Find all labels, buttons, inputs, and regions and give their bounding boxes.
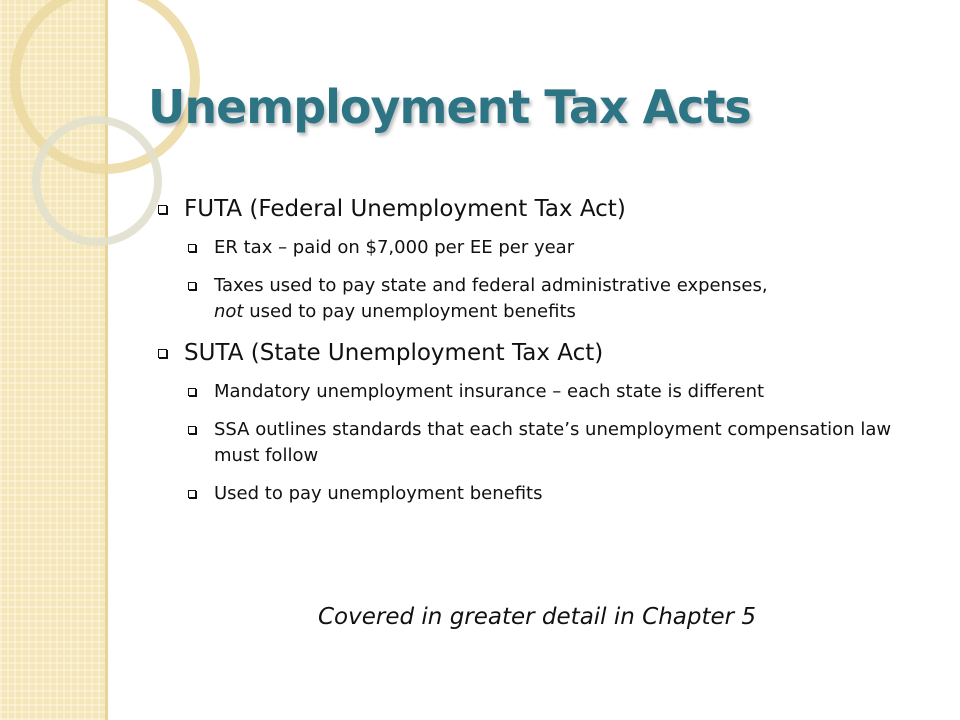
square-bullet-icon <box>188 282 196 290</box>
slide-title: Unemployment Tax Acts <box>148 80 751 134</box>
chapter-note: Covered in greater detail in Chapter 5 <box>318 604 757 630</box>
sub-bullet-text: Mandatory unemployment insurance – each state is different <box>214 381 765 402</box>
square-bullet-icon <box>188 426 196 434</box>
sub-bullet-suta-ssa <box>188 417 918 469</box>
bullet-suta <box>158 337 918 369</box>
square-bullet-icon <box>158 205 167 214</box>
bullet-text: SUTA (State Unemployment Tax Act) <box>184 340 604 366</box>
square-bullet-icon <box>158 349 167 358</box>
sub-bullet-emphasis: not <box>214 301 244 322</box>
sub-bullet-suta-benefits <box>188 481 918 507</box>
sub-bullet-text-part-b: used to pay unemployment benefits <box>243 301 576 322</box>
sub-bullet-text: Used to pay unemployment benefits <box>214 483 543 504</box>
sub-bullet-futa-tax-base <box>188 235 918 261</box>
bullet-text: FUTA (Federal Unemployment Tax Act) <box>184 196 626 222</box>
sub-bullet-suta-mandatory <box>188 379 918 405</box>
bullet-futa <box>158 193 918 225</box>
sub-bullet-text-part-a: Taxes used to pay state and federal administrative expenses, <box>214 275 768 296</box>
square-bullet-icon <box>188 388 196 396</box>
square-bullet-icon <box>188 490 196 498</box>
sub-bullet-text: ER tax – paid on $7,000 per EE per year <box>214 237 575 258</box>
bullet-list <box>158 193 918 519</box>
sub-bullet-text: SSA outlines standards that each state’s unemployment compensation law must follow <box>214 419 892 466</box>
decorative-ring-small <box>32 116 162 246</box>
sub-bullet-futa-usage <box>188 273 918 325</box>
square-bullet-icon <box>188 244 196 252</box>
